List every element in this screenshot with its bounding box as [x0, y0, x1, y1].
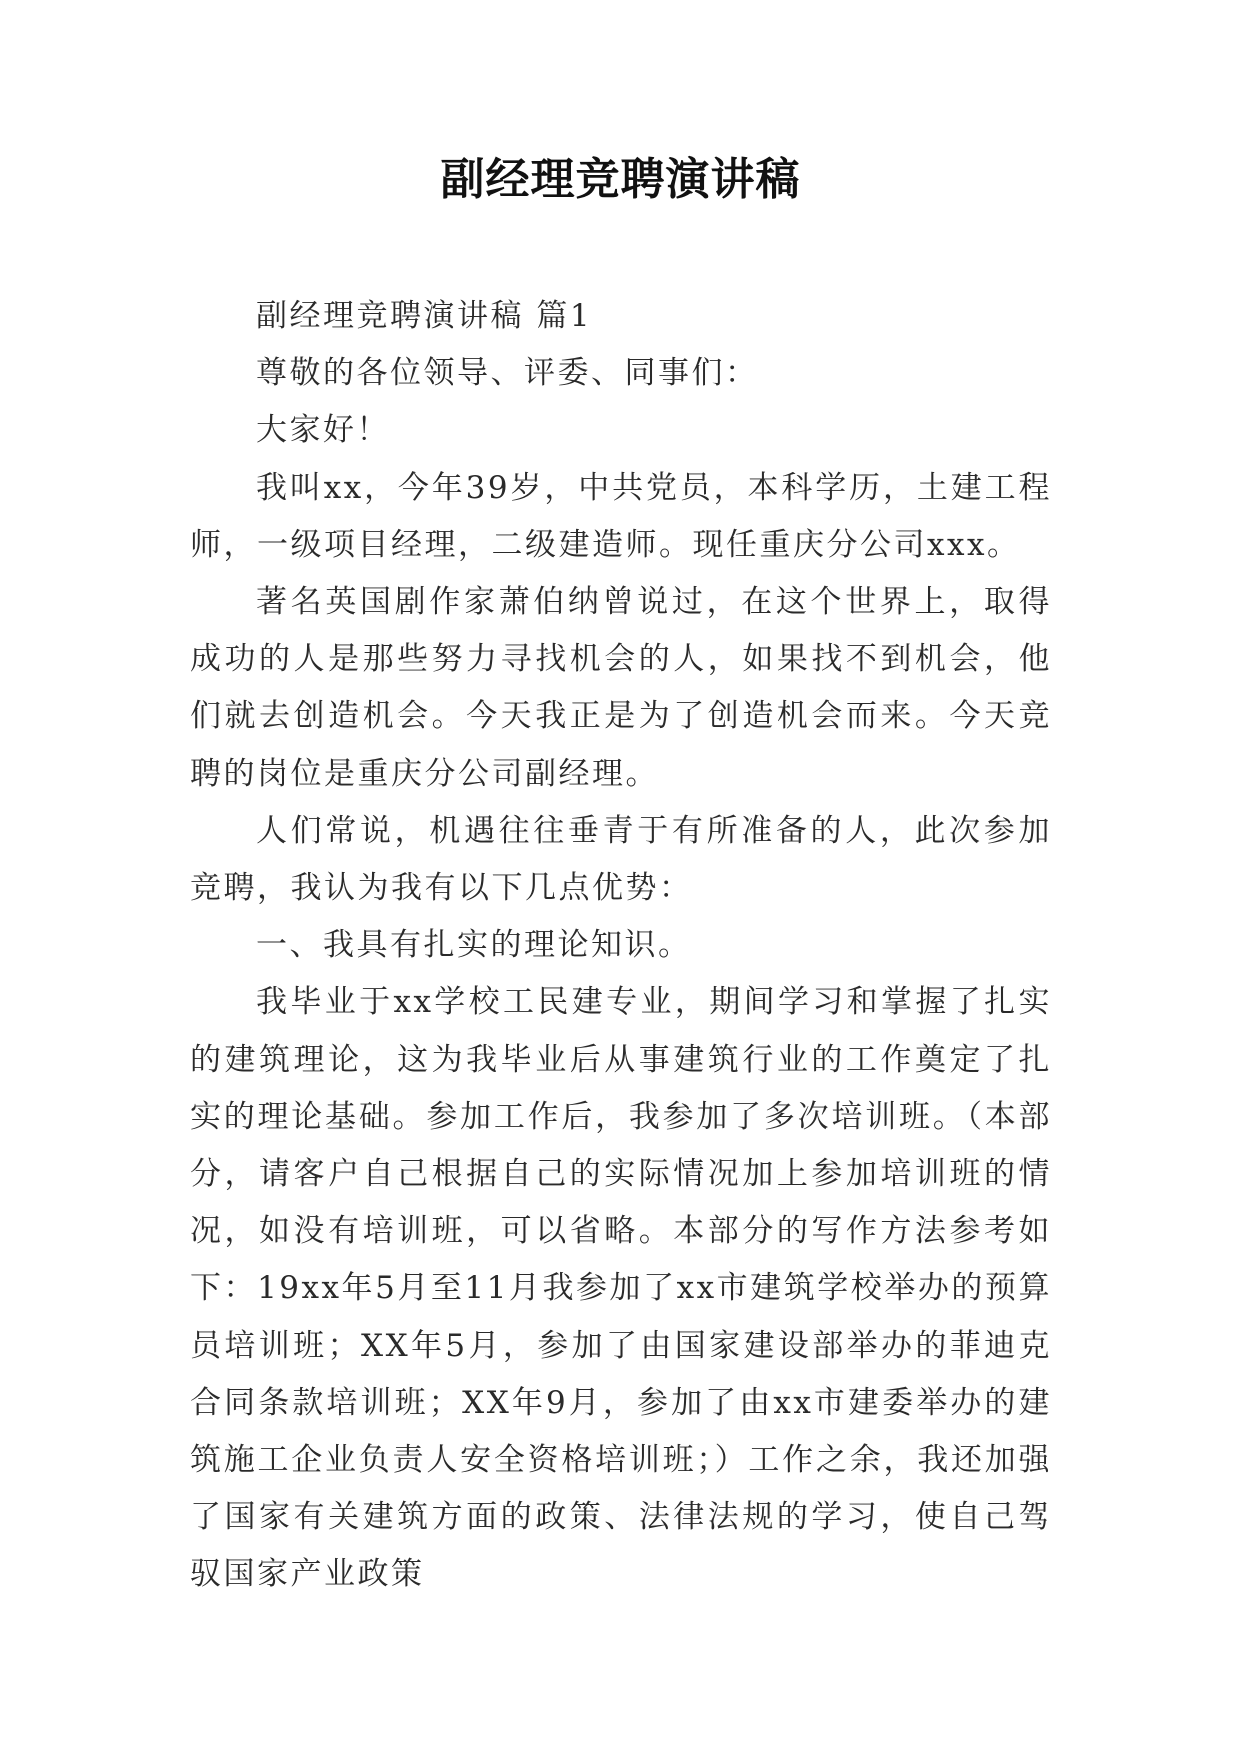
subheading: 一、我具有扎实的理论知识。 [256, 927, 692, 964]
body-paragraph: 人们常说，机遇往往垂青于有所准备的人，此次参加竞聘，我认为我有以下几点优势： [190, 812, 1052, 907]
greeting: 大家好！ [256, 412, 390, 449]
section-heading: 副经理竞聘演讲稿 篇1 [256, 298, 593, 334]
body-paragraph: 我叫xx，今年39岁，中共党员，本科学历，土建工程师，一级项目经理，二级建造师。现任重庆分公司xxx。 [190, 469, 1052, 563]
body-paragraph: 我毕业于xx学校工民建专业，期间学习和掌握了扎实的建筑理论，这为我毕业后从事建筑行业的工作奠定了扎实的理论基础。参加工作后，我参加了多次培训班。（本部分，请客户自己根据自己的实际情况加上参加培训班的情况，如没有培训班，可以省略。本部分的写作方法参考如下：19xx年5月至11月我参加了xx市建筑学校举办的预算员培训班；XX年5月，参加了由国家建设部举办的菲迪克合同条款培训班；XX年9月，参加了由xx市建委举办的建筑施工企业负责人安全资格培训班；）工作之余，我还加强了国家有关建筑方面的政策、法律法规的学习，使自己驾驭国家产业政策 [190, 984, 1052, 1593]
salutation: 尊敬的各位领导、评委、同事们： [256, 355, 759, 392]
body-paragraph: 著名英国剧作家萧伯纳曾说过，在这个世界上，取得成功的人是那些努力寻找机会的人，如果找不到机会，他们就去创造机会。今天我正是为了创造机会而来。今天竞聘的岗位是重庆分公司副经理。 [190, 584, 1052, 792]
document-body [190, 288, 1052, 1604]
document-title: 副经理竞聘演讲稿 [440, 154, 801, 205]
